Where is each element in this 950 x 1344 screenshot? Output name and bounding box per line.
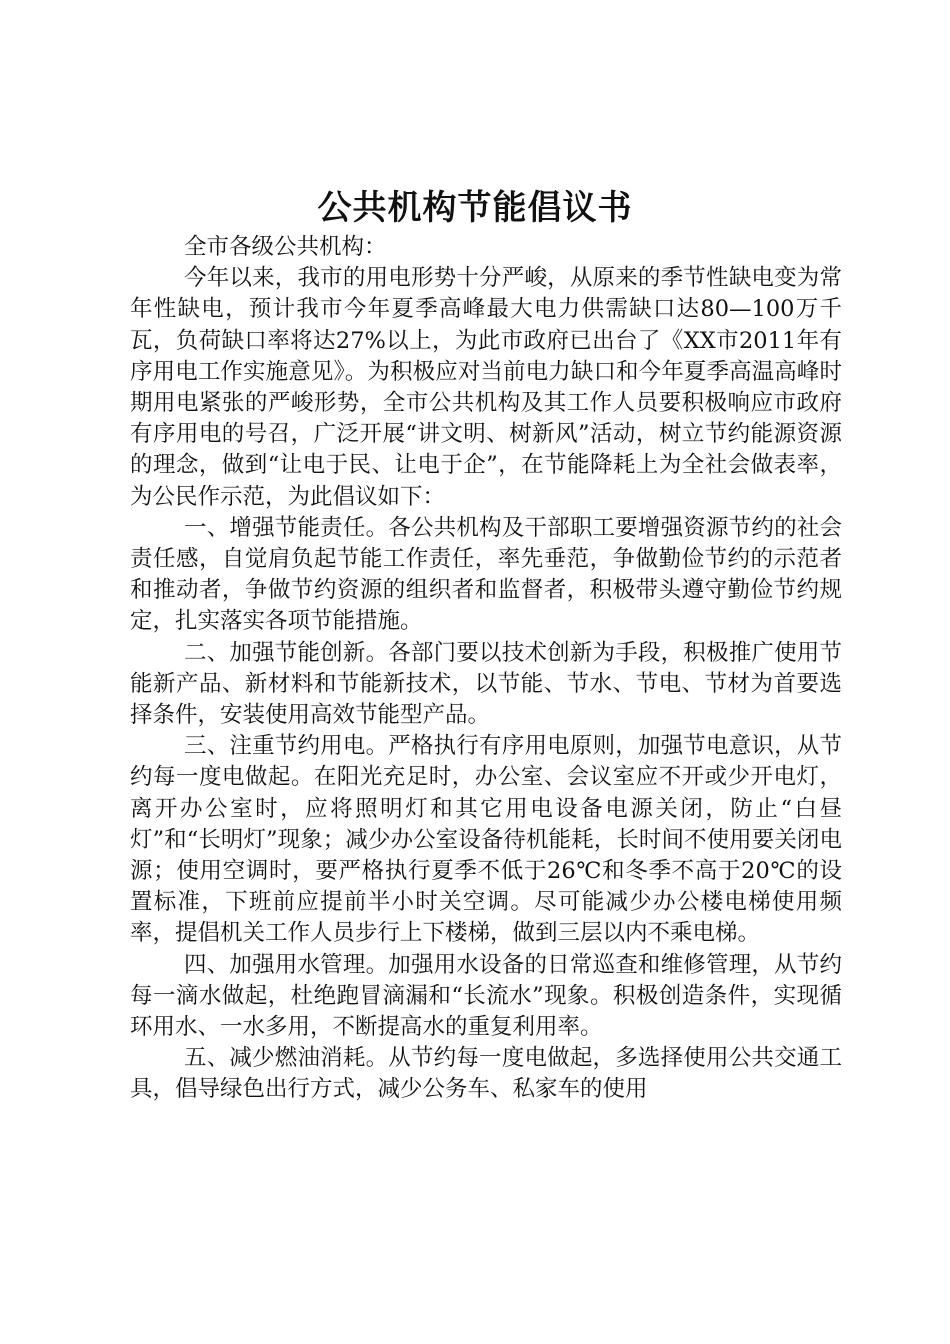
paragraph-item-1: 一、增强节能责任。各公共机构及干部职工要增强资源节约的社会责任感，自觉肩负起节能工作责任，率先垂范，争做勤俭节约的示范者和推动者，争做节约资源的组织者和监督者，积极带头遵守勤俭节约规定，扎实落实各项节能措施。 <box>130 514 842 635</box>
document-title: 公共机构节能倡议书 <box>317 188 633 228</box>
paragraph-item-3: 三、注重节约用电。严格执行有序用电原则，加强节电意识，从节约每一度电做起。在阳光充足时，办公室、会议室应不开或少开电灯，离开办公室时，应将照明灯和其它用电设备电源关闭，防止“白昼灯”和“长明灯”现象；减少办公室设备待机能耗，长时间不使用要关闭电源；使用空调时，要严格执行夏季不低于26℃和冬季不高于20℃的设置标准，下班前应提前半小时关空调。尽可能减少办公楼电梯使用频率，提倡机关工作人员步行上下楼梯，做到三层以内不乘电梯。 <box>130 733 842 947</box>
paragraph-item-4: 四、加强用水管理。加强用水设备的日常巡查和维修管理，从节约每一滴水做起，杜绝跑冒滴漏和“长流水”现象。积极创造条件，实现循环用水、一水多用，不断提高水的重复利用率。 <box>130 951 842 1041</box>
salutation: 全市各级公共机构： <box>184 234 387 260</box>
paragraph-item-5: 五、减少燃油消耗。从节约每一度电做起，多选择使用公共交通工具，倡导绿色出行方式，减少公务车、私家车的使用 <box>130 1045 842 1103</box>
paragraph-intro: 今年以来，我市的用电形势十分严峻，从原来的季节性缺电变为常年性缺电，预计我市今年夏季高峰最大电力供需缺口达80—100万千瓦，负荷缺口率将达27%以上，为此市政府已出台了《XX市2011年有序用电工作实施意见》。为积极应对当前电力缺口和今年夏季高温高峰时期用电紧张的严峻形势，全市公共机构及其工作人员要积极响应市政府有序用电的号召，广泛开展“讲文明、树新风”活动，树立节约能源资源的理念，做到“让电于民、让电于企”，在节能降耗上为全社会做表率，为公民作示范，为此倡议如下： <box>130 265 842 510</box>
paragraph-item-2: 二、加强节能创新。各部门要以技术创新为手段，积极推广使用节能新产品、新材料和节能新技术，以节能、节水、节电、节材为首要选择条件，安装使用高效节能型产品。 <box>130 639 842 729</box>
document-body <box>130 232 842 1106</box>
